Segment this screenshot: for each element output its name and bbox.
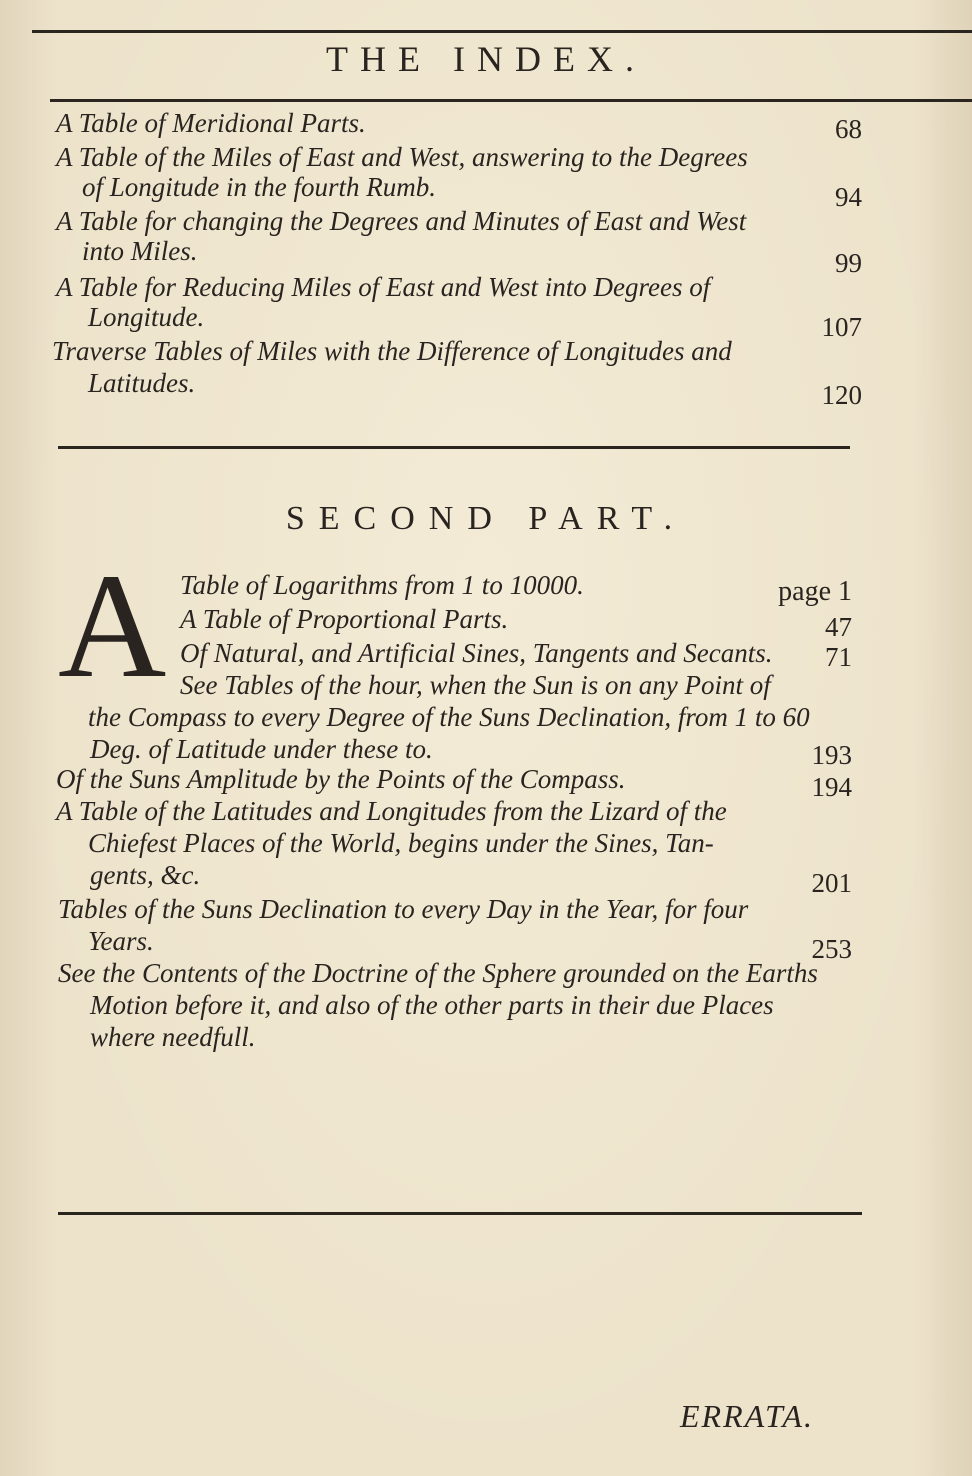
index-entry-reducing-line-2: Longitude. — [88, 302, 205, 332]
index-entry-changing-page: 99 — [835, 248, 862, 278]
index-entry-traverse-line-1: Traverse Tables of Miles with the Difference of Longitudes and — [52, 336, 732, 366]
second-entry-sines-page: 71 — [825, 642, 852, 672]
page-header: THE INDEX. — [326, 39, 646, 79]
second-entry-hour-line-2: the Compass to every Degree of the Suns Declination, from 1 to 60 — [88, 702, 810, 732]
index-entry-miles-line-2: of Longitude in the fourth Rumb. — [82, 172, 436, 202]
second-entry-amplitude: Of the Suns Amplitude by the Points of the Compass. — [56, 764, 626, 794]
section-title: SECOND PART. — [285, 500, 687, 537]
second-entry-declination-page: 253 — [811, 934, 852, 964]
catchword-errata: ERRATA. — [680, 1398, 814, 1434]
index-entry-changing-line-1: A Table for changing the Degrees and Minutes of East and West — [56, 206, 747, 236]
second-entry-proportional: A Table of Proportional Parts. — [180, 604, 509, 634]
second-entry-amplitude-page: 194 — [811, 772, 852, 802]
second-entry-logarithms-page: page 1 — [778, 576, 852, 607]
index-entry-changing-line-2: into Miles. — [82, 236, 198, 266]
second-entry-lizard-line-1: A Table of the Latitudes and Longitudes from the Lizard of the — [56, 796, 727, 826]
index-entry-traverse-line-2: Latitudes. — [88, 368, 196, 398]
bottom-rule — [58, 1212, 862, 1215]
top-rule — [32, 30, 972, 33]
second-entry-declination-line-1: Tables of the Suns Declination to every Day in the Year, for four — [58, 894, 749, 924]
second-entry-contents-line-1: See the Contents of the Doctrine of the Sphere grounded on the Earths — [58, 958, 818, 988]
second-entry-sines: Of Natural, and Artificial Sines, Tangents and Secants. — [180, 638, 773, 668]
index-entry-traverse-page: 120 — [821, 380, 862, 410]
second-entry-declination-line-2: Years. — [88, 926, 154, 956]
second-entry-hour-line-1: See Tables of the hour, when the Sun is on any Point of — [180, 670, 771, 700]
index-entry-reducing-page: 107 — [821, 312, 862, 342]
second-entry-contents-line-2: Motion before it, and also of the other parts in their due Places — [90, 990, 774, 1020]
second-entry-logarithms: Table of Logarithms from 1 to 10000. — [180, 570, 584, 600]
second-entry-hour-page: 193 — [811, 740, 852, 770]
second-entry-lizard-line-2: Chiefest Places of the World, begins under the Sines, Tan- — [88, 828, 714, 858]
index-entry-miles-line-1: A Table of the Miles of East and West, answering to the Degrees — [56, 142, 748, 172]
second-entry-lizard-line-3: gents, &c. — [90, 860, 201, 890]
second-entry-proportional-page: 47 — [825, 612, 852, 642]
second-entry-contents-line-3: where needfull. — [90, 1022, 256, 1052]
drop-cap: A — [58, 543, 167, 709]
mid-rule — [58, 446, 850, 449]
index-entry-reducing-line-1: A Table for Reducing Miles of East and West into Degrees of — [56, 272, 711, 302]
second-entry-lizard-page: 201 — [811, 868, 852, 898]
index-entry-meridional-line-1: A Table of Meridional Parts. — [56, 108, 366, 138]
second-entry-hour-line-3: Deg. of Latitude under these to. — [90, 734, 433, 764]
index-entry-meridional-page: 68 — [835, 114, 862, 144]
header-rule — [50, 99, 972, 102]
index-entry-miles-page: 94 — [835, 182, 862, 212]
